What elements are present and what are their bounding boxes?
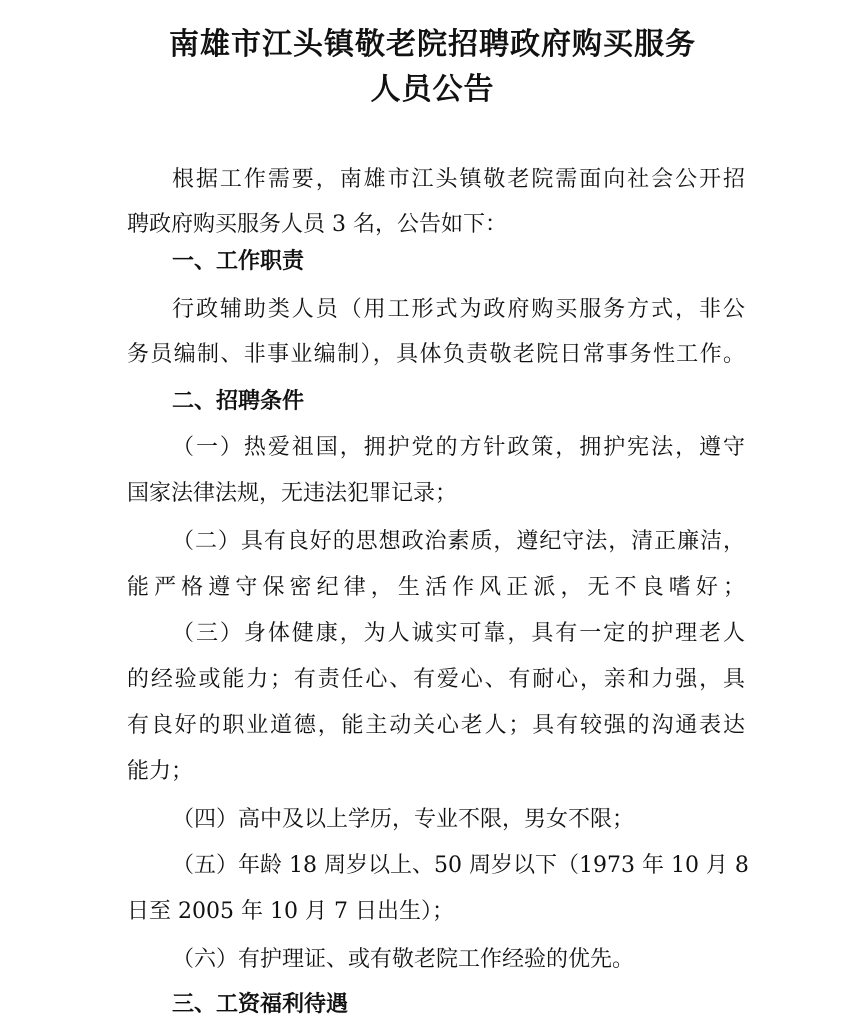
page-title-line2: 人员公告 bbox=[370, 72, 495, 107]
paragraph-line: （四）高中及以上学历，专业不限，男女不限； bbox=[172, 807, 635, 832]
paragraph-line: 聘政府购买服务人员 3 名，公告如下： bbox=[127, 212, 507, 237]
paragraph-line: 的经验或能力；有责任心、有爱心、有耐心，亲和力强，具 bbox=[127, 667, 745, 692]
paragraph-line: 国家法律法规，无违法犯罪记录； bbox=[127, 481, 458, 506]
paragraph-line: 日至 2005 年 10 月 7 日出生）； bbox=[127, 899, 454, 924]
paragraph-line: （六）有护理证、或有敬老院工作经验的优先。 bbox=[172, 947, 635, 972]
paragraph-line: 能力； bbox=[127, 759, 194, 784]
paragraph-line: 能严格遵守保密纪律，生活作风正派，无不良嗜好； bbox=[127, 575, 745, 600]
section-heading: 三、工资福利待遇 bbox=[172, 992, 349, 1017]
section-heading: 一、工作职责 bbox=[172, 249, 305, 274]
paragraph-line: 根据工作需要，南雄市江头镇敬老院需面向社会公开招 bbox=[172, 167, 745, 192]
page-title-line1: 南雄市江头镇敬老院招聘政府购买服务 bbox=[169, 27, 696, 62]
paragraph-line: 务员编制、非事业编制），具体负责敬老院日常事务性工作。 bbox=[127, 342, 745, 367]
paragraph-line: （一）热爱祖国，拥护党的方针政策，拥护宪法，遵守 bbox=[172, 435, 745, 460]
paragraph-line: 行政辅助类人员（用工形式为政府购买服务方式，非公 bbox=[172, 297, 745, 322]
paragraph-line: 有良好的职业道德，能主动关心老人；具有较强的沟通表达 bbox=[127, 713, 745, 738]
section-heading: 二、招聘条件 bbox=[172, 389, 305, 414]
paragraph-line: （二）具有良好的思想政治素质，遵纪守法，清正廉洁， bbox=[172, 529, 745, 554]
paragraph-line: （三）身体健康，为人诚实可靠，具有一定的护理老人 bbox=[172, 621, 745, 646]
paragraph-line: （五）年龄 18 周岁以上、50 周岁以下（1973 年 10 月 8 bbox=[172, 853, 749, 878]
